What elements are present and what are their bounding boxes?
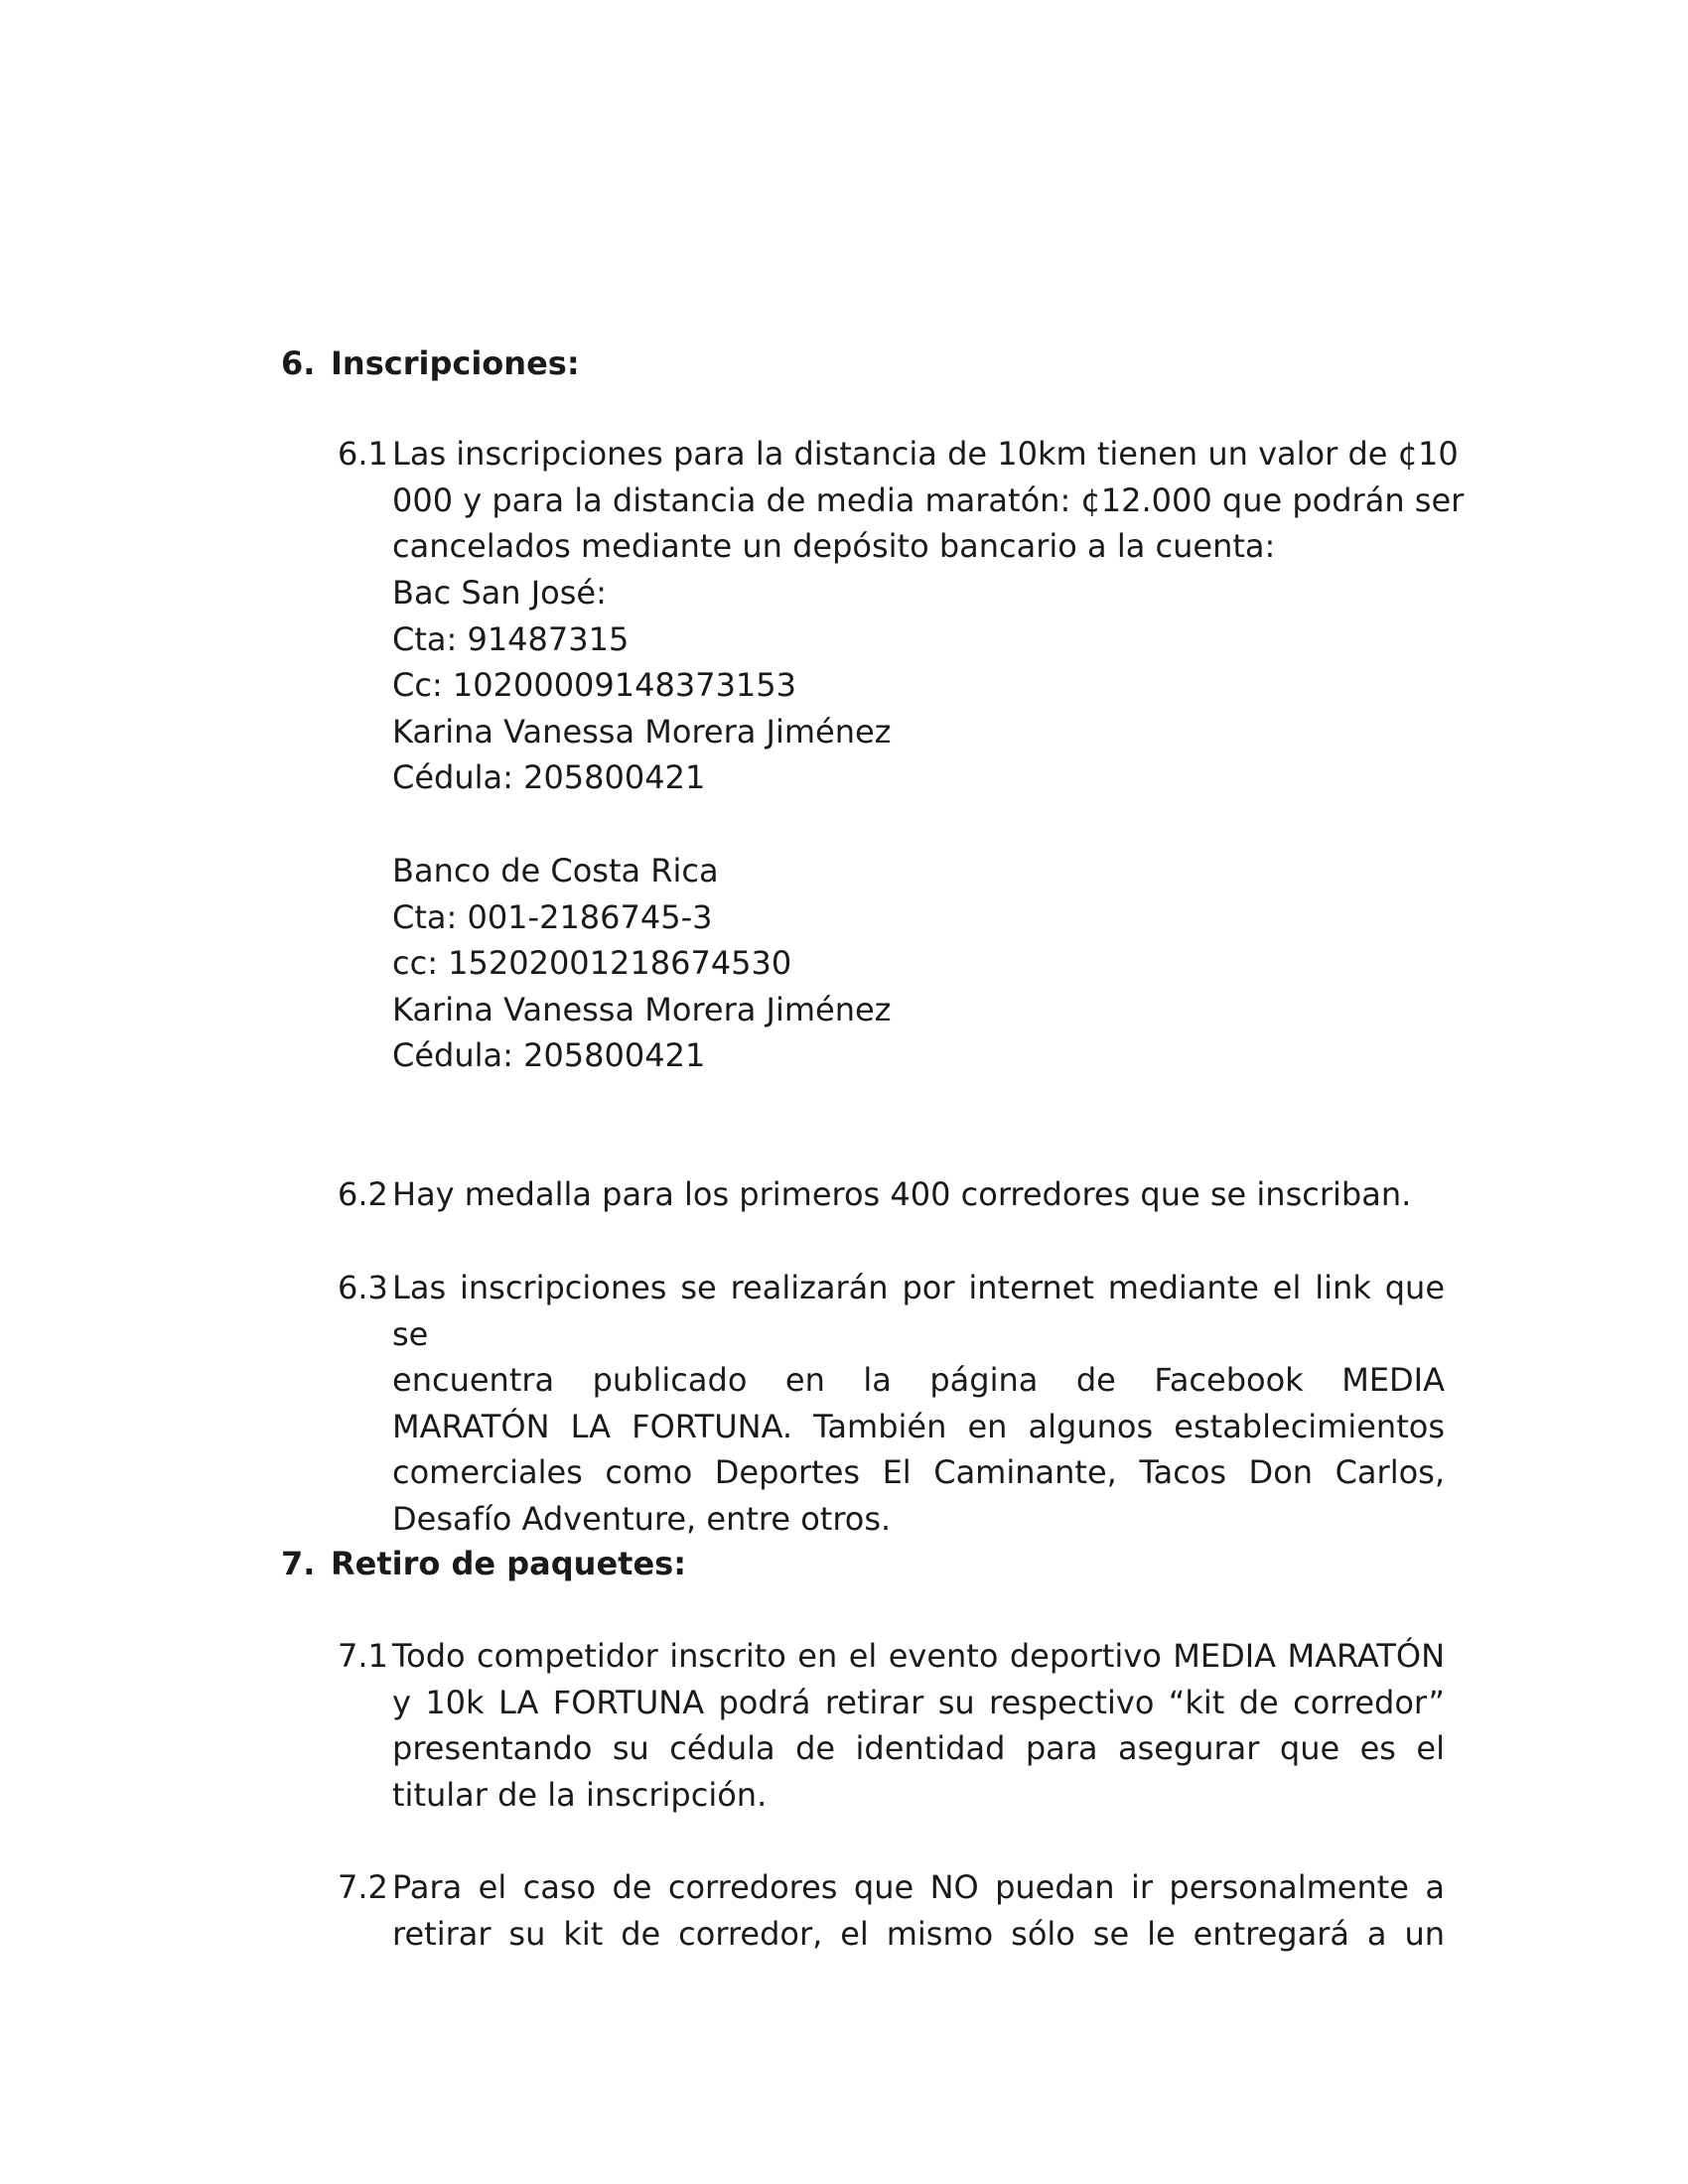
item-6-3-line-4: comerciales como Deportes El Caminante, Tacos Don Carlos, [392, 1453, 1445, 1492]
item-7-2-line-1: Para el caso de corredores que NO puedan ir personalmente a [392, 1868, 1445, 1906]
item-6-1-index: 6.1 [338, 435, 388, 473]
item-6-3-line-1: Las inscripciones se realizarán por internet mediante el link que se [392, 1269, 1445, 1353]
bank-2-account: Cta: 001-2186745-3 [392, 897, 713, 936]
item-7-2-line-2: retirar su kit de corredor, el mismo sólo se le entregará a un [392, 1914, 1445, 1953]
item-7-1-line-4: titular de la inscripción. [392, 1775, 768, 1814]
item-6-1-line-1: Las inscripciones para la distancia de 10km tienen un valor de ¢10 [392, 435, 1459, 473]
item-6-3-line-3: MARATÓN LA FORTUNA. También en algunos establecimientos [392, 1407, 1445, 1445]
item-6-3-line-2: encuentra publicado en la página de Facebook MEDIA [392, 1361, 1445, 1400]
section-6-heading [281, 341, 580, 386]
item-6-1-line-2: 000 y para la distancia de media maratón: ¢12.000 que podrán ser [392, 480, 1465, 519]
bank-1-holder: Karina Vanessa Morera Jiménez [392, 712, 892, 751]
item-6-3-index: 6.3 [338, 1269, 388, 1306]
item-6-3 [338, 1265, 1445, 1543]
bank-1-name: Bac San José: [392, 574, 607, 612]
item-7-1-line-1: Todo competidor inscrito en el evento deportivo MEDIA MARATÓN [392, 1637, 1445, 1675]
bank-2-name: Banco de Costa Rica [392, 852, 719, 889]
item-7-2 [338, 1864, 1445, 1957]
item-6-3-line-5: Desafío Adventure, entre otros. [392, 1499, 892, 1538]
item-7-1 [338, 1633, 1445, 1818]
section-6-title: Inscripciones: [331, 344, 580, 382]
bank-1-details [392, 570, 891, 801]
item-7-1-line-2: y 10k LA FORTUNA podrá retirar su respectivo “kit de corredor” [392, 1683, 1445, 1721]
item-6-2 [338, 1171, 1445, 1218]
item-7-1-line-3: presentando su cédula de identidad para asegurar que es el [392, 1729, 1445, 1768]
bank-1-account: Cta: 91487315 [392, 619, 630, 658]
bank-2-holder: Karina Vanessa Morera Jiménez [392, 990, 892, 1028]
item-6-2-index: 6.2 [338, 1175, 388, 1213]
bank-1-id: Cédula: 205800421 [392, 758, 706, 797]
bank-2-client-account: cc: 15202001218674530 [392, 944, 792, 983]
section-7-heading [281, 1541, 686, 1586]
item-6-1 [338, 431, 1465, 570]
bank-2-details [392, 848, 891, 1079]
item-7-1-index: 7.1 [338, 1637, 388, 1675]
item-7-2-index: 7.2 [338, 1868, 388, 1906]
section-7-title: Retiro de paquetes: [331, 1545, 686, 1582]
bank-2-id: Cédula: 205800421 [392, 1036, 706, 1075]
section-7-number: 7. [281, 1545, 316, 1582]
item-6-2-text: Hay medalla para los primeros 400 corredores que se inscriban. [392, 1175, 1412, 1213]
bank-1-client-account: Cc: 10200009148373153 [392, 666, 796, 705]
section-6-number: 6. [281, 344, 316, 382]
item-6-1-line-3: cancelados mediante un depósito bancario a la cuenta: [392, 527, 1276, 566]
